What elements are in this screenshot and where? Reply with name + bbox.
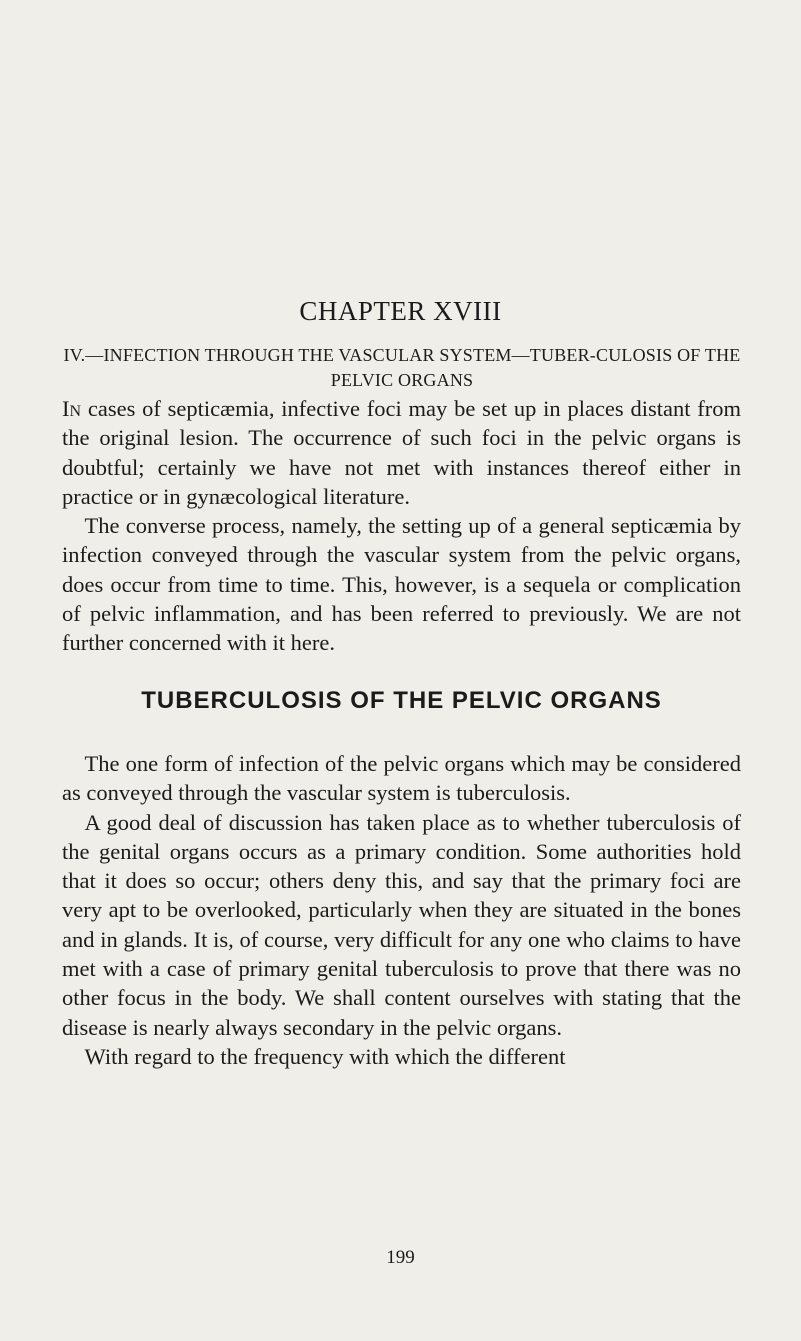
intro-paragraph-1-text: cases of septicæmia, infective foci may be set up in places distant from the original lesion. The occurrence of such foci in the pelvic organs is doubtful; certainly we have not met with instances thereof either in practice or in gynæcological literature.: [62, 396, 741, 509]
tuberculosis-paragraph-1: The one form of infection of the pelvic organs which may be considered as conveyed through the vascular system is tuberculosis.: [62, 751, 741, 806]
page-number: 199: [386, 1247, 415, 1268]
drop-lead-word: In: [62, 396, 82, 421]
intro-paragraph-2: The converse process, namely, the setting up of a general septicæmia by infection conveyed through the vascular system from the pelvic organs, does occur from time to time. This, however, is a sequela or complication of pelvic inflammation, and has been referred to previously. We are not further concerned with it here.: [62, 513, 741, 656]
intro-paragraph-1: [62, 394, 741, 511]
section-title: IV.—INFECTION THROUGH THE VASCULAR SYSTEM—TUBER-CULOSIS OF THE PELVIC ORGANS: [63, 345, 741, 390]
chapter-title: CHAPTER XVIII: [299, 296, 502, 326]
tuberculosis-text: [62, 749, 741, 1071]
tuberculosis-paragraph-3: With regard to the frequency with which the different: [84, 1043, 566, 1069]
section-heading: TUBERCULOSIS OF THE PELVIC ORGANS: [141, 687, 662, 714]
intro-text: [62, 394, 741, 658]
tuberculosis-paragraph-2: A good deal of discussion has taken place as to whether tuberculosis of the genital organs occurs as a primary condition. Some authorities hold that it does so occur; others deny this, and say that the primary foci are very apt to be overlooked, particularly when they are situated in the bones and in glands. It is, of course, very difficult for any one who claims to have met with a case of primary genital tuberculosis to prove that there was no other focus in the body. We shall content ourselves with stating that the disease is nearly always secondary in the pelvic organs.: [62, 809, 741, 1040]
